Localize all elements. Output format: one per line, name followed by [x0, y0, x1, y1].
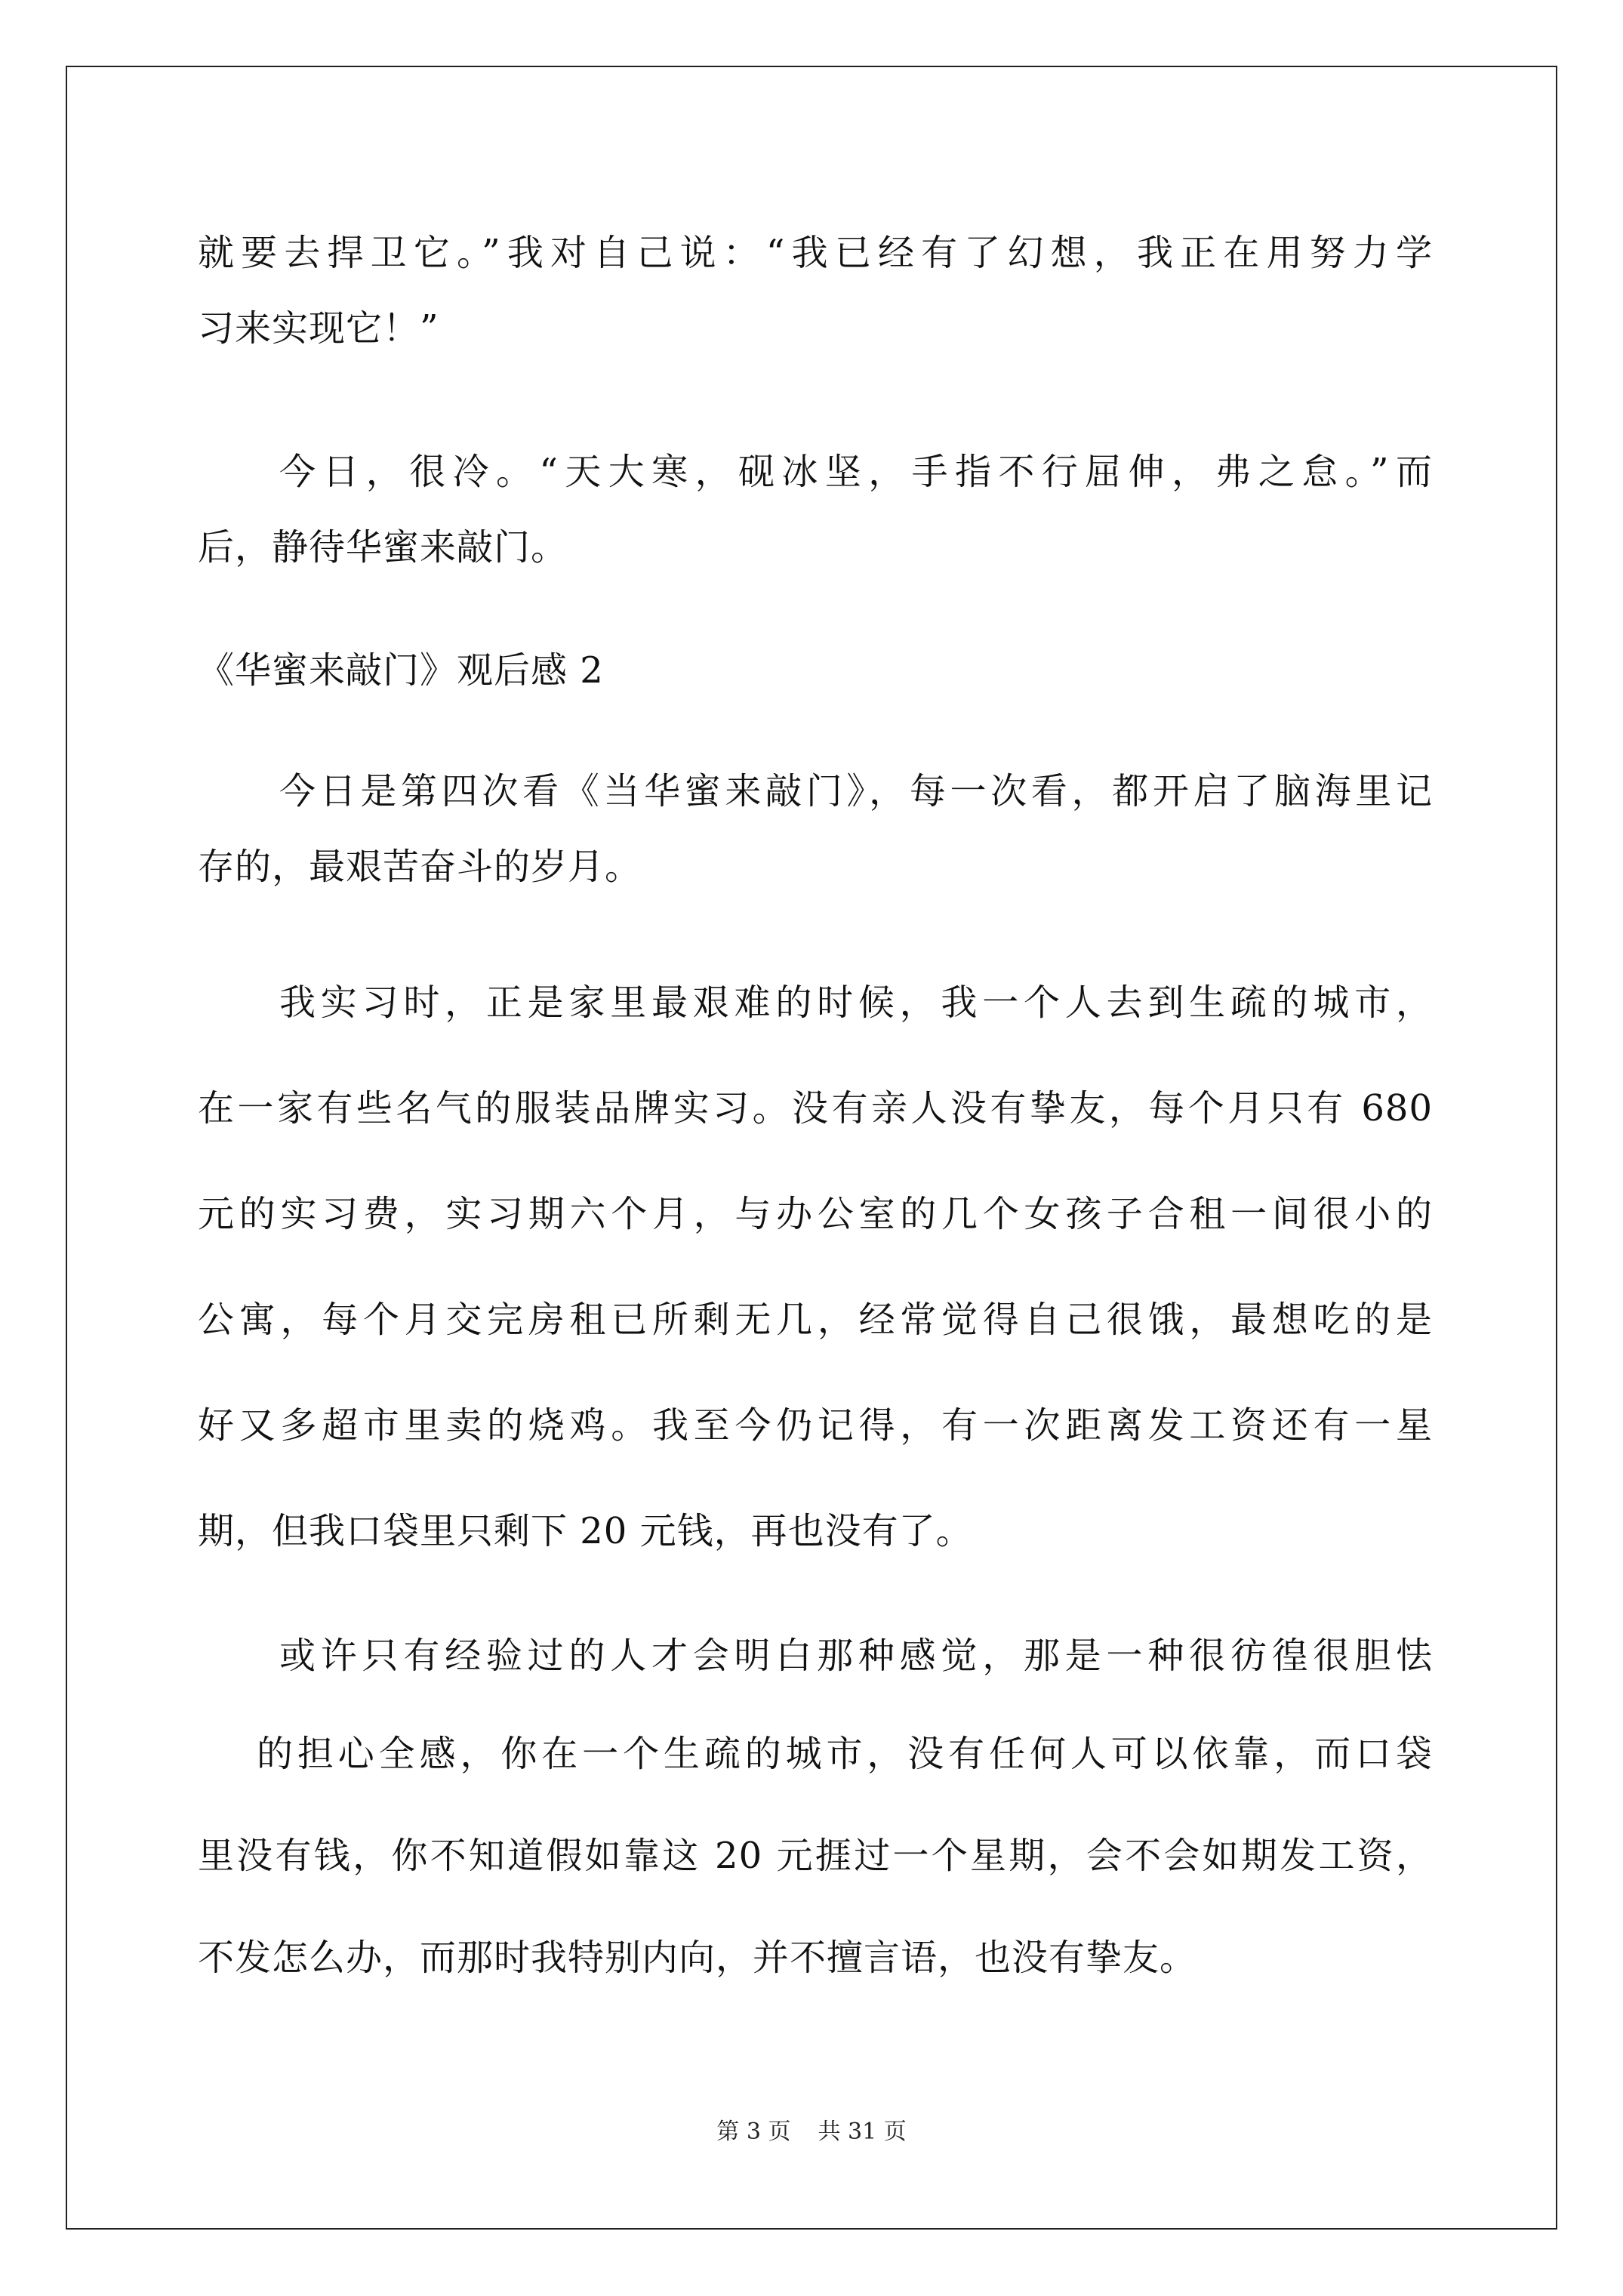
page-border [66, 66, 1557, 2230]
text-line: 期，但我口袋里只剩下 20 元钱，再也没有了。 [198, 1510, 973, 1552]
text-line: 就要去捍卫它。”我对自己说：“我已经有了幻想，我正在用努力学 [198, 232, 1433, 274]
text-line: 今日，很冷。“天大寒，砚冰坚，手指不行屈伸，弗之怠。”而 [279, 451, 1433, 493]
page-footer [0, 2119, 1623, 2146]
text-line: 的担心全感，你在一个生疏的城市，没有任何人可以依靠，而口袋 [257, 1733, 1433, 1775]
section-heading: 《华蜜来敲门》观后感 2 [198, 649, 604, 692]
text-line: 后，静待华蜜来敲门。 [198, 526, 568, 569]
page-number: 第 3 页 [716, 2119, 791, 2145]
text-line: 不发怎么办，而那时我特别内向，并不擅言语，也没有挚友。 [198, 1937, 1197, 1979]
text-line: 好又多超市里卖的烧鸡。我至今仍记得，有一次距离发工资还有一星 [198, 1404, 1433, 1447]
text-line: 在一家有些名气的服装品牌实习。没有亲人没有挚友，每个月只有 680 [198, 1087, 1433, 1130]
text-line: 今日是第四次看《当华蜜来敲门》，每一次看，都开启了脑海里记 [279, 770, 1433, 812]
text-line: 我实习时，正是家里最艰难的时候，我一个人去到生疏的城市， [279, 982, 1433, 1024]
total-pages: 共 31 页 [818, 2119, 907, 2145]
text-line: 里没有钱，你不知道假如靠这 20 元捱过一个星期，会不会如期发工资， [198, 1835, 1433, 1877]
text-line: 或许只有经验过的人才会明白那种感觉，那是一种很彷徨很胆怯 [279, 1635, 1433, 1677]
text-line: 公寓，每个月交完房租已所剩无几，经常觉得自己很饿，最想吃的是 [198, 1299, 1433, 1341]
text-line: 元的实习费，实习期六个月，与办公室的几个女孩子合租一间很小的 [198, 1193, 1433, 1235]
text-line: 习来实现它！” [198, 307, 439, 350]
text-line: 存的，最艰苦奋斗的岁月。 [198, 846, 642, 888]
